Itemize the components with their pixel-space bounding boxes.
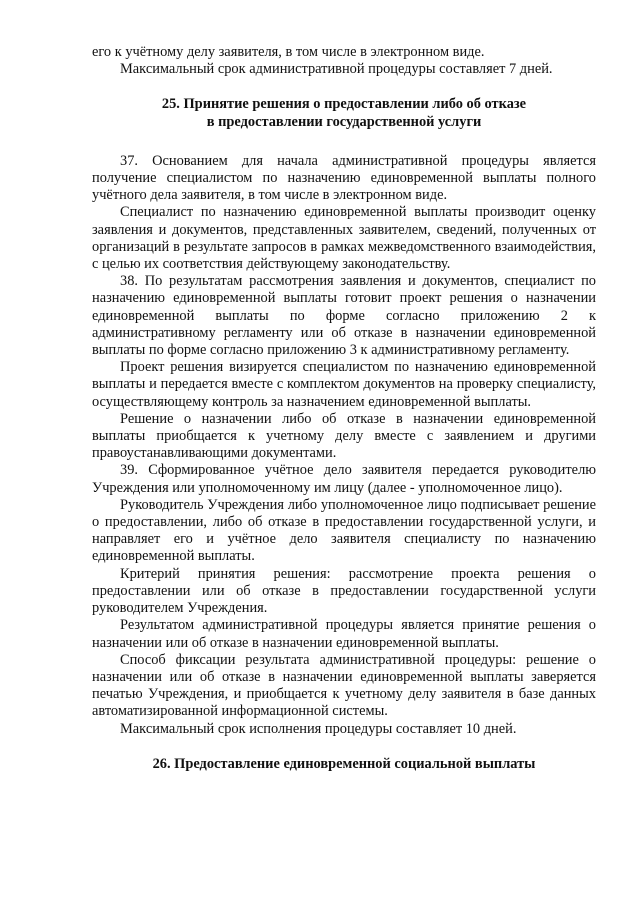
section-25-body xyxy=(92,153,596,738)
paragraph-decision-attached: Решение о назначении либо об отказе в назначении единовременной выплаты приобщается к учетному делу вместе с заявлением и другими правоустанавливающими документами. xyxy=(92,410,596,462)
section-26-heading: 26. Предоставление единовременной социальной выплаты xyxy=(152,755,536,772)
paragraph-draft-decision: Проект решения визируется специалистом по назначению единовременной выплаты и передается вместе с комплектом документов на проверку специалисту, осуществляющему контроль за назначением единовременной выплаты. xyxy=(92,359,596,410)
paragraph-decision-criterion: Критерий принятия решения: рассмотрение проекта решения о предоставлении или об отказе в предоставлении государственной услуги руководителем Учреждения. xyxy=(92,565,596,617)
paragraph-procedure-result: Результатом административной процедуры является принятие решения о назначении или об отказе в назначении единовременной выплаты. xyxy=(92,617,596,651)
paragraph-max-term-10: Максимальный срок исполнения процедуры составляет 10 дней. xyxy=(120,720,517,737)
paragraph-37: 37. Основанием для начала административной процедуры является получение специалистом по назначению единовременной выплаты полного учётного дела заявителя, в том числе в электронном виде. xyxy=(92,152,596,204)
section-25-heading-line2: в предоставлении государственной услуги xyxy=(206,113,482,130)
paragraph-specialist-evaluation: Специалист по назначению единовременной выплаты производит оценку заявления и документов, представленных заявителем, сведений, полученных от организаций в результате запросов в рамках межведомственного взаимодействия, с целью их соответствия действующему законодательству. xyxy=(92,204,596,273)
paragraph-fixation-method: Способ фиксации результата административной процедуры: решение о назначении или об отказе в назначении единовременной выплаты заверяется печатью Учреждения, и приобщается к учетному делу заявителя в базе данных автоматизированной информационной системы. xyxy=(92,651,596,720)
section-25-heading-line1: 25. Принятие решения о предоставлении либо об отказе xyxy=(161,96,527,113)
paragraph-38: 38. По результатам рассмотрения заявления и документов, специалист по назначению единовременной выплаты готовит проект решения о назначении единовременной выплаты по форме согласно приложению 2 к административному регламенту или об отказе в назначении единовременной выплаты по форме согласно приложению 3 к административному регламенту. xyxy=(92,273,596,359)
paragraph-head-signs: Руководитель Учреждения либо уполномоченное лицо подписывает решение о предоставлении, либо об отказе в предоставлении государственной услуги, и направляет его и учётное дело заявителя специалисту по назначению единовременной выплаты. xyxy=(92,496,596,565)
section-25-heading xyxy=(92,96,596,130)
paragraph-continued: его к учётному делу заявителя, в том числе в электронном виде. xyxy=(92,44,485,60)
paragraph-max-term-7: Максимальный срок административной процедуры составляет 7 дней. xyxy=(120,61,553,78)
paragraph-39: 39. Сформированное учётное дело заявителя передается руководителю Учреждения или уполномоченному им лицу (далее - уполномоченное лицо). xyxy=(92,462,596,496)
